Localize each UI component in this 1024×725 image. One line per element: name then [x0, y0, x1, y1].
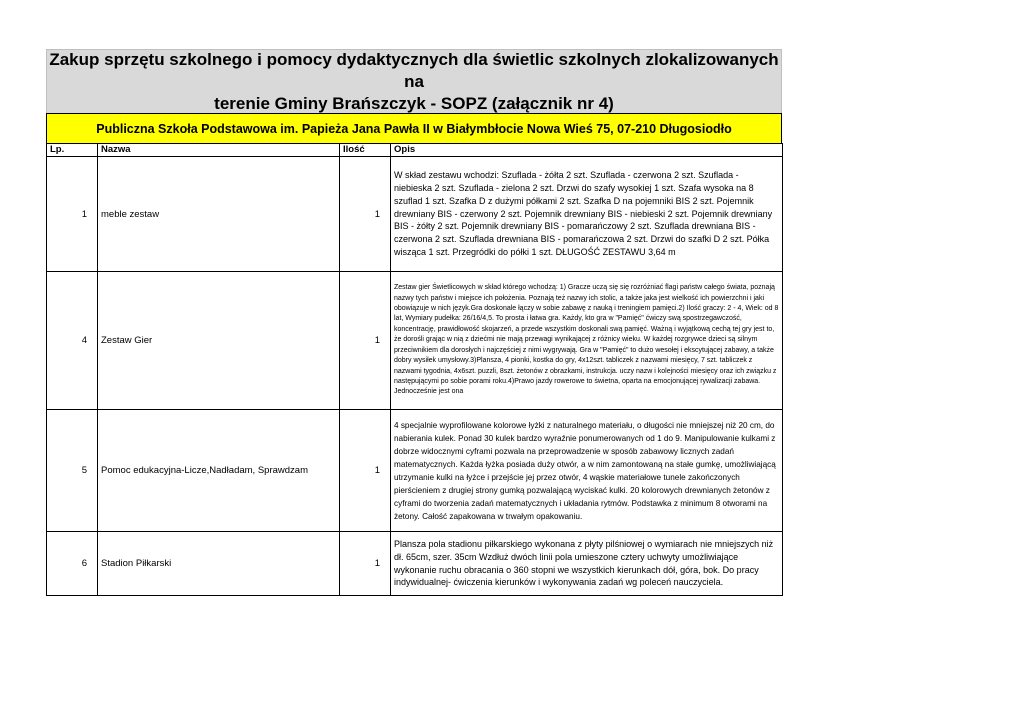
row-desc: W skład zestawu wchodzi: Szuflada - żółta 2 szt. Szuflada - czerwona 2 szt. Szuflada - niebieska 2 szt. Szuflada - zielona 2 szt. Drzwi do szafy wysokiej 1 szt. Szafa wysoka na 8 szuflad 1 szt. Szafka D z dużymi półkami 2 szt. Szafka D na pojemniki BIS 2 szt. Pojemnik drewniany BIS - czerwony 2 szt. Pojemnik drewniany BIS - niebieski 2 szt. Pojemnik drewniany BIS - żółty 2 szt. Pojemnik drewniany BIS - pomarańczowy 2 szt. Szuflada drewniana BIS - czerwona 2 szt. Szuflada drewniana BIS - pomarańczowa 2 szt. Drzwi do szafki D 2 szt. Półka wisząca 1 szt. Przegródki do półki 1 szt. DŁUGOŚĆ ZESTAWU 3,64 m	[391, 157, 783, 272]
row-desc: 4 specjalnie wyprofilowane kolorowe łyżki z naturalnego materiału, o długości nie mniejszej niż 20 cm, do nabierania kulek. Ponad 30 kulek bardzo wyraźnie ponumerowanych od 1 do 9. Manipulowanie kulkami z dobrze widocznymi cyframi pozwala na przeprowadzenie w sposób zabawowy licznych zadań matematycznych. Każda łyżka posiada duży otwór, a w nim zamontowaną na stałe gumkę, umożliwiającą utrzymanie kulki na łyżce i przejście jej przez otwór, 4 wąskie materiałowe tunele zakończonych pierścieniem z drugiej strony gumką pozwalającą wyciskać kulki. 20 kolorowych drewnianych żetonów z cyframi do tworzenia zadań matematycznych i układania rytmów. Podstawka z minimum 8 otworami na żetony. Całość zapakowana w trwałym opakowaniu.	[391, 410, 783, 532]
row-desc: Zestaw gier Świetlicowych w skład którego wchodzą: 1) Gracze uczą się się rozróżniać flagi państw całego świata, poznają nazwy tych państw i miejsce ich położenia. Poznają też nazwy ich stolic, a także jaka jest wielkość ich powierzchni i jaki obowiązuje w nich język.Gra doskonale łączy w sobie zabawę z nauką i treningiem pamięci.2) Ilość graczy: 2 - 4, Wiek: od 8 lat, Wymiary pudełka: 26/16/4,5. To prosta i łatwa gra. Każdy, kto gra w "Pamięć" ćwiczy swą spostrzegawczość, koncentrację, prawidłowość skojarzeń, a przede wszystkim doskonali swą pamięć. Ważną i wyjątkową cechą tej gry jest to, że dorośli grając w nią z dziećmi nie mają przewagi wynikającej z różnicy wieku. W każdej rozgrywce dzieci są silnym przeciwnikiem dla dorosłych i najczęściej z nimi wygrywają. Gra w "Pamięć" to dużo wesołej i ekscytującej zabawy, a także dobry wysiłek umysłowy.3)Planszа, 4 pionki, kostka do gry, 4x12szt. tabliczek z nazwami miesięcy, 7 szt. tabliczek z nazwami tygodnia, 4x6szt. puzzli, 8szt. żetonów z obrazkami, instrukcja. uczy nazw i kolejności miesięcy oraz ich związku z następującymi po sobie porami roku.4)Prawo jazdy rowerowe to świetna, oparta na emocjonującej rywalizacji zabawa. Jednocześnie jest ona	[391, 272, 783, 410]
row-lp: 5	[47, 410, 98, 532]
table-header-row	[47, 144, 783, 157]
document-title	[46, 49, 782, 113]
row-name: Pomoc edukacyjna-Licze,Nadładam, Sprawdzam	[98, 410, 340, 532]
row-lp: 6	[47, 532, 98, 596]
title-line-2: terenie Gminy Brańszczyk - SOPZ (załącznik nr 4)	[214, 93, 614, 113]
row-desc: Plansza pola stadionu piłkarskiego wykonana z płyty pilśniowej o wymiarach nie mniejszych niż dł. 65cm, szer. 35cm Wzdłuż dwóch linii pola umieszone cztery uchwyty umożliwiające wykonanie ruchu obracania o 360 stopni we wszystkich kierunkach dół, góra, bok. Do pracy indywidualnej- ćwiczenia kierunków i wykonywania zadań wg poleceń nauczyciela.	[391, 532, 783, 596]
row-name: meble zestaw	[98, 157, 340, 272]
items-table	[46, 143, 783, 596]
header-desc: Opis	[391, 144, 783, 157]
row-lp: 4	[47, 272, 98, 410]
table-row	[47, 410, 783, 532]
row-name: Zestaw Gier	[98, 272, 340, 410]
header-qty: Ilość	[340, 144, 391, 157]
row-qty: 1	[340, 532, 391, 596]
table-row	[47, 532, 783, 596]
row-qty: 1	[340, 410, 391, 532]
table-row	[47, 272, 783, 410]
title-line-1: Zakup sprzętu szkolnego i pomocy dydaktycznych dla świetlic szkolnych zlokalizowanych na	[49, 49, 779, 91]
sheet	[46, 49, 782, 596]
row-qty: 1	[340, 157, 391, 272]
row-qty: 1	[340, 272, 391, 410]
table-row	[47, 157, 783, 272]
header-name: Nazwa	[98, 144, 340, 157]
header-lp: Lp.	[47, 144, 98, 157]
row-name: Stadion Piłkarski	[98, 532, 340, 596]
row-lp: 1	[47, 157, 98, 272]
school-banner: Publiczna Szkoła Podstawowa im. Papieża Jana Pawła II w Białymbłocie Nowa Wieś 75, 07-210 Długosiodło	[46, 113, 782, 143]
